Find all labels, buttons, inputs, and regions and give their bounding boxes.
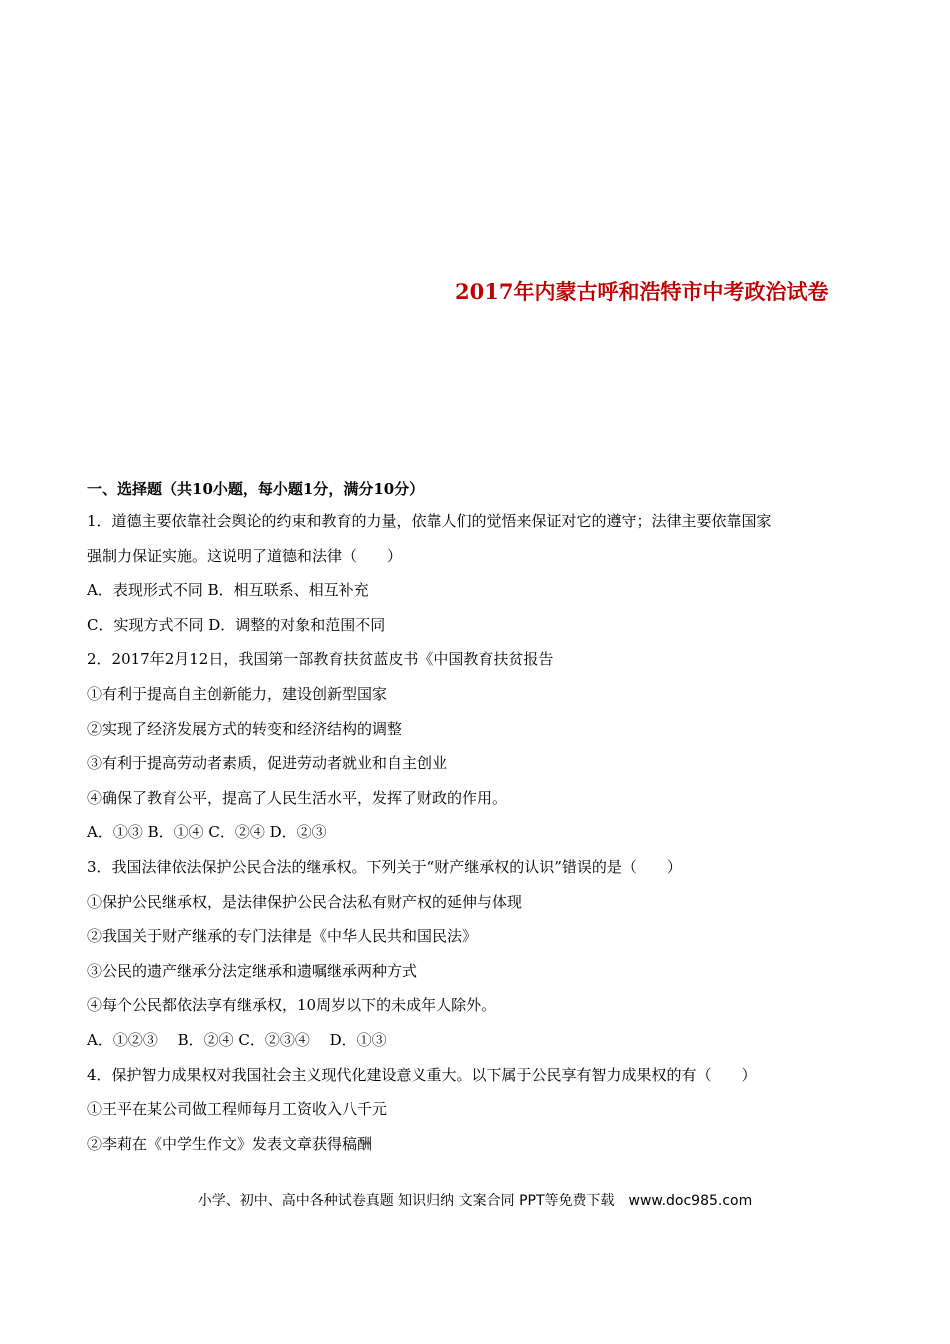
text-line: ①有利于提高自主创新能力，建设创新型国家 [87, 684, 388, 703]
text-line: 1．道德主要依靠社会舆论的约束和教育的力量，依靠人们的觉悟来保证对它的遵守；法律主要依靠国家 [87, 512, 772, 530]
text-line: ④每个公民都依法享有继承权，10周岁以下的未成年人除外。 [87, 996, 497, 1015]
text-line: ③公民的遗产继承分法定继承和遗嘱继承两种方式 [87, 961, 418, 980]
text-line: ②李莉在《中学生作文》发表文章获得稿酬 [87, 1134, 373, 1153]
text-line: 3．我国法律依法保护公民合法的继承权。下列关于“财产继承权的认识”错误的是（ ） [87, 857, 682, 876]
section-heading: 一、选择题（共10小题，每小题1分，满分10分） [87, 480, 425, 498]
text-line: ①保护公民继承权，是法律保护公民合法私有财产权的延伸与体现 [87, 892, 523, 911]
text-line: ③有利于提高劳动者素质，促进劳动者就业和自主创业 [87, 754, 448, 773]
document-title: 2017年内蒙古呼和浩特市中考政治试卷 [455, 279, 829, 304]
text-line: ②实现了经济发展方式的转变和经济结构的调整 [87, 719, 403, 738]
text-line: A．表现形式不同 B．相互联系、相互补充 [87, 581, 369, 600]
text-line: 4．保护智力成果权对我国社会主义现代化建设意义重大。以下属于公民享有智力成果权的有（ ） [87, 1065, 757, 1084]
text-line: ①王平在某公司做工程师每月工资收入八千元 [87, 1100, 388, 1119]
text-line: ④确保了教育公平，提高了人民生活水平，发挥了财政的作用。 [87, 788, 508, 807]
text-line: 2．2017年2月12日，我国第一部教育扶贫蓝皮书《中国教育扶贫报告 [87, 650, 554, 669]
text-line: A．①②③ B．②④ C．②③④ D．①③ [87, 1030, 387, 1049]
text-line: ②我国关于财产继承的专门法律是《中华人民共和国民法》 [87, 927, 478, 946]
question-body [87, 510, 887, 1167]
text-line: 强制力保证实施。这说明了道德和法律（ ） [87, 546, 403, 565]
text-line: C．实现方式不同 D．调整的对象和范围不同 [87, 615, 386, 634]
text-line: A．①③ B．①④ C．②④ D．②③ [87, 823, 327, 842]
page-footer: 小学、初中、高中各种试卷真题 知识归纳 文案合同 PPT等免费下载 www.doc985.com [197, 1193, 753, 1209]
